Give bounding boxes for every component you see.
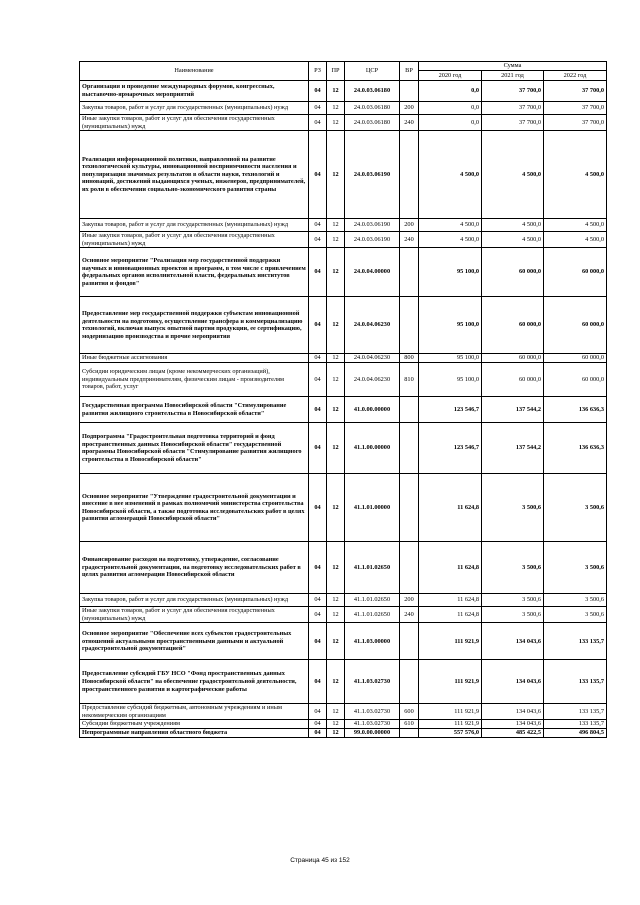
- cell-v2022: 496 804,5: [544, 728, 607, 737]
- table-row: [80, 720, 607, 729]
- cell-v2021: 60 000,0: [482, 354, 544, 363]
- cell-vr: [400, 81, 419, 102]
- cell-csr: 41.0.00.00000: [345, 397, 400, 423]
- cell-v2020: 95 100,0: [419, 354, 482, 363]
- cell-name: Подпрограмма "Градостроительная подготовка территорий и фонд пространственных данных Новосибирской области" государственной программы Новосибирской области "Стимулирование развития жилищного строительства в Новосибирской области": [80, 423, 309, 474]
- table-row: [80, 232, 607, 248]
- cell-name: Организация и проведение международных форумов, конгрессных, выставочно-ярмарочных мероприятий: [80, 81, 309, 102]
- cell-v2020: 95 100,0: [419, 297, 482, 354]
- cell-name: Закупка товаров, работ и услуг для государственных (муниципальных) нужд: [80, 594, 309, 607]
- cell-v2020: 4 500,0: [419, 219, 482, 232]
- cell-v2021: 37 700,0: [482, 115, 544, 131]
- cell-name: Субсидии бюджетным учреждениям: [80, 720, 309, 729]
- cell-v2020: 4 500,0: [419, 131, 482, 219]
- cell-name: Основное мероприятие "Утверждение градостроительной документации и внесение в нее изменений в рамках полномочий министерства строительства Новосибирской области, а также подготовка исследовательских работ в целях развития агломераций Новосибирской области": [80, 474, 309, 542]
- cell-name: Предоставление субсидий ГБУ НСО "Фонд пространственных данных Новосибирской области" на обеспечение градостроительной деятельности, пространственного развития и картографические работы: [80, 660, 309, 704]
- cell-vr: 200: [400, 219, 419, 232]
- cell-rz: 04: [309, 607, 327, 623]
- col-header-name: Наименование: [80, 62, 309, 81]
- col-header-vr: ВР: [400, 62, 419, 81]
- cell-pr: 12: [327, 660, 345, 704]
- table-row: [80, 660, 607, 704]
- cell-v2022: 3 500,6: [544, 607, 607, 623]
- cell-name: Закупка товаров, работ и услуг для государственных (муниципальных) нужд: [80, 219, 309, 232]
- cell-vr: 200: [400, 594, 419, 607]
- cell-v2020: 11 624,8: [419, 607, 482, 623]
- table-row: [80, 607, 607, 623]
- cell-v2022: 133 135,7: [544, 704, 607, 720]
- cell-v2020: 11 624,8: [419, 542, 482, 594]
- cell-pr: 12: [327, 354, 345, 363]
- cell-v2022: 3 500,6: [544, 542, 607, 594]
- cell-v2022: 133 135,7: [544, 660, 607, 704]
- col-header-rz: РЗ: [309, 62, 327, 81]
- table-row: [80, 594, 607, 607]
- cell-rz: 04: [309, 297, 327, 354]
- cell-v2021: 60 000,0: [482, 297, 544, 354]
- table-row: [80, 704, 607, 720]
- cell-v2021: 3 500,6: [482, 607, 544, 623]
- cell-name: Предоставление мер государственной поддержки субъектам инновационной деятельности на подготовку, осуществление трансфера и коммерциализацию технологий, включая выпуск опытной партии продукции, ее сертификацию, модернизацию производства и прочие мероприятия: [80, 297, 309, 354]
- table-row: [80, 542, 607, 594]
- cell-v2021: 134 043,6: [482, 623, 544, 660]
- cell-v2022: 4 500,0: [544, 131, 607, 219]
- cell-csr: 24.0.04.00000: [345, 248, 400, 297]
- cell-v2020: 557 576,0: [419, 728, 482, 737]
- cell-v2022: 136 636,3: [544, 397, 607, 423]
- cell-vr: 800: [400, 354, 419, 363]
- cell-csr: 41.1.03.02730: [345, 660, 400, 704]
- table-row: [80, 423, 607, 474]
- cell-pr: 12: [327, 397, 345, 423]
- cell-v2021: 137 544,2: [482, 397, 544, 423]
- cell-v2022: 37 700,0: [544, 102, 607, 115]
- cell-v2022: 3 500,6: [544, 474, 607, 542]
- table-row: [80, 474, 607, 542]
- cell-vr: [400, 131, 419, 219]
- table-row: [80, 728, 607, 737]
- table-row: [80, 354, 607, 363]
- cell-rz: 04: [309, 728, 327, 737]
- table-row: [80, 102, 607, 115]
- cell-v2022: 37 700,0: [544, 115, 607, 131]
- cell-rz: 04: [309, 115, 327, 131]
- cell-name: Предоставление субсидий бюджетным, автономным учреждениям и иным некоммерческим организациям: [80, 704, 309, 720]
- cell-v2022: 60 000,0: [544, 297, 607, 354]
- cell-v2022: 136 636,3: [544, 423, 607, 474]
- table-body: [80, 81, 607, 738]
- cell-v2021: 134 043,6: [482, 660, 544, 704]
- cell-v2021: 37 700,0: [482, 81, 544, 102]
- cell-v2020: 111 921,9: [419, 660, 482, 704]
- cell-rz: 04: [309, 474, 327, 542]
- cell-csr: 24.0.04.06230: [345, 354, 400, 363]
- cell-v2021: 134 043,6: [482, 720, 544, 729]
- table-row: [80, 297, 607, 354]
- cell-pr: 12: [327, 474, 345, 542]
- cell-rz: 04: [309, 423, 327, 474]
- table-row: [80, 81, 607, 102]
- cell-csr: 24.0.03.06180: [345, 81, 400, 102]
- cell-name: Реализация информационной политики, направленной на развитие технологической культуры, инновационной восприимчивости населения и популяризация значимых результатов в области науки, технологий и инноваций, достижений выдающихся ученых, инженеров, предпринимателей, их роли в обеспечении социально-экономического развития страны: [80, 131, 309, 219]
- cell-v2020: 111 921,9: [419, 704, 482, 720]
- cell-pr: 12: [327, 423, 345, 474]
- cell-v2020: 95 100,0: [419, 363, 482, 397]
- cell-v2022: 4 500,0: [544, 232, 607, 248]
- cell-name: Иные бюджетные ассигнования: [80, 354, 309, 363]
- cell-v2021: 60 000,0: [482, 363, 544, 397]
- cell-v2022: 133 135,7: [544, 623, 607, 660]
- cell-rz: 04: [309, 219, 327, 232]
- cell-vr: [400, 474, 419, 542]
- col-header-2021: 2021 год: [482, 71, 544, 81]
- table-row: [80, 219, 607, 232]
- table-row: [80, 115, 607, 131]
- cell-vr: 240: [400, 232, 419, 248]
- cell-v2020: 11 624,8: [419, 474, 482, 542]
- cell-pr: 12: [327, 219, 345, 232]
- cell-csr: 41.1.01.02650: [345, 607, 400, 623]
- cell-v2020: 95 100,0: [419, 248, 482, 297]
- cell-rz: 04: [309, 397, 327, 423]
- cell-name: Государственная программа Новосибирской области "Стимулирование развития жилищного строительства в Новосибирской области": [80, 397, 309, 423]
- cell-v2021: 134 043,6: [482, 704, 544, 720]
- cell-csr: 41.1.03.02730: [345, 720, 400, 729]
- cell-v2022: 60 000,0: [544, 248, 607, 297]
- cell-csr: 41.1.01.02650: [345, 594, 400, 607]
- cell-v2021: 3 500,6: [482, 474, 544, 542]
- cell-csr: 24.0.03.06180: [345, 115, 400, 131]
- cell-pr: 12: [327, 131, 345, 219]
- table-row: [80, 363, 607, 397]
- cell-vr: [400, 397, 419, 423]
- table-row: [80, 623, 607, 660]
- cell-pr: 12: [327, 102, 345, 115]
- cell-pr: 12: [327, 81, 345, 102]
- cell-v2022: 37 700,0: [544, 81, 607, 102]
- cell-name: Основное мероприятие "Реализация мер государственной поддержки научных и инновационных проектов и программ, в том числе с привлечением федеральных органов исполнительной власти, федеральных институтов развития и фондов": [80, 248, 309, 297]
- cell-v2020: 111 921,9: [419, 623, 482, 660]
- cell-csr: 41.1.00.00000: [345, 423, 400, 474]
- cell-v2020: 0,0: [419, 102, 482, 115]
- cell-name: Иные закупки товаров, работ и услуг для обеспечения государственных (муниципальных) нужд: [80, 607, 309, 623]
- page-number: Страница 45 из 152: [290, 857, 350, 864]
- cell-pr: 12: [327, 607, 345, 623]
- cell-v2020: 123 546,7: [419, 397, 482, 423]
- cell-vr: [400, 660, 419, 704]
- table-row: [80, 131, 607, 219]
- cell-pr: 12: [327, 248, 345, 297]
- cell-csr: 41.1.03.00000: [345, 623, 400, 660]
- cell-pr: 12: [327, 297, 345, 354]
- cell-v2022: 133 135,7: [544, 720, 607, 729]
- cell-pr: 12: [327, 232, 345, 248]
- cell-csr: 41.1.01.00000: [345, 474, 400, 542]
- cell-csr: 99.0.00.00000: [345, 728, 400, 737]
- budget-table: [79, 61, 607, 738]
- cell-pr: 12: [327, 728, 345, 737]
- cell-rz: 04: [309, 363, 327, 397]
- cell-name: Иные закупки товаров, работ и услуг для обеспечения государственных (муниципальных) нужд: [80, 232, 309, 248]
- cell-name: Закупка товаров, работ и услуг для государственных (муниципальных) нужд: [80, 102, 309, 115]
- cell-v2022: 60 000,0: [544, 363, 607, 397]
- cell-name: Финансирование расходов на подготовку, утверждение, согласование градостроительной документации, на подготовку исследовательских работ в целях развития агломерации Новосибирской области: [80, 542, 309, 594]
- cell-csr: 41.1.01.02650: [345, 542, 400, 594]
- cell-rz: 04: [309, 623, 327, 660]
- cell-name: Основное мероприятие "Обеспечение всех субъектов градостроительных отношений актуальными пространственными данными и актуальной градостроительной документацией": [80, 623, 309, 660]
- cell-rz: 04: [309, 81, 327, 102]
- cell-v2020: 11 624,8: [419, 594, 482, 607]
- cell-v2021: 4 500,0: [482, 232, 544, 248]
- cell-vr: [400, 728, 419, 737]
- cell-pr: 12: [327, 623, 345, 660]
- cell-v2021: 3 500,6: [482, 542, 544, 594]
- col-header-2022: 2022 год: [544, 71, 607, 81]
- cell-v2021: 485 422,5: [482, 728, 544, 737]
- cell-csr: 24.0.03.06180: [345, 102, 400, 115]
- cell-csr: 24.0.04.06230: [345, 363, 400, 397]
- cell-vr: [400, 248, 419, 297]
- cell-v2021: 37 700,0: [482, 102, 544, 115]
- cell-v2020: 4 500,0: [419, 232, 482, 248]
- cell-rz: 04: [309, 660, 327, 704]
- cell-csr: 24.0.04.06230: [345, 297, 400, 354]
- cell-v2020: 0,0: [419, 81, 482, 102]
- cell-pr: 12: [327, 363, 345, 397]
- col-header-csr: ЦСР: [345, 62, 400, 81]
- col-header-2020: 2020 год: [419, 71, 482, 81]
- cell-rz: 04: [309, 542, 327, 594]
- cell-rz: 04: [309, 232, 327, 248]
- cell-vr: 810: [400, 363, 419, 397]
- cell-csr: 24.0.03.06190: [345, 232, 400, 248]
- table-row: [80, 397, 607, 423]
- cell-v2022: 4 500,0: [544, 219, 607, 232]
- col-header-pr: ПР: [327, 62, 345, 81]
- cell-pr: 12: [327, 542, 345, 594]
- cell-rz: 04: [309, 131, 327, 219]
- cell-v2020: 0,0: [419, 115, 482, 131]
- cell-vr: [400, 297, 419, 354]
- cell-rz: 04: [309, 102, 327, 115]
- cell-rz: 04: [309, 248, 327, 297]
- col-header-sum: Сумма: [419, 62, 607, 71]
- cell-v2021: 3 500,6: [482, 594, 544, 607]
- cell-vr: [400, 623, 419, 660]
- cell-v2020: 123 546,7: [419, 423, 482, 474]
- table-row: [80, 248, 607, 297]
- cell-v2020: 111 921,9: [419, 720, 482, 729]
- cell-name: Иные закупки товаров, работ и услуг для обеспечения государственных (муниципальных) нужд: [80, 115, 309, 131]
- cell-csr: 24.0.03.06190: [345, 219, 400, 232]
- cell-v2021: 60 000,0: [482, 248, 544, 297]
- cell-vr: [400, 423, 419, 474]
- cell-pr: 12: [327, 720, 345, 729]
- cell-v2022: 60 000,0: [544, 354, 607, 363]
- cell-v2022: 3 500,6: [544, 594, 607, 607]
- cell-v2021: 137 544,2: [482, 423, 544, 474]
- cell-csr: 41.1.03.02730: [345, 704, 400, 720]
- cell-v2021: 4 500,0: [482, 219, 544, 232]
- cell-vr: 200: [400, 102, 419, 115]
- cell-vr: 610: [400, 720, 419, 729]
- cell-pr: 12: [327, 115, 345, 131]
- cell-pr: 12: [327, 594, 345, 607]
- cell-vr: 240: [400, 607, 419, 623]
- cell-name: Субсидии юридическим лицам (кроме некоммерческих организаций), индивидуальным предпринимателям, физическим лицам - производителям товаров, работ, услуг: [80, 363, 309, 397]
- cell-csr: 24.0.03.06190: [345, 131, 400, 219]
- cell-v2021: 4 500,0: [482, 131, 544, 219]
- cell-vr: [400, 542, 419, 594]
- cell-rz: 04: [309, 704, 327, 720]
- cell-rz: 04: [309, 354, 327, 363]
- cell-rz: 04: [309, 720, 327, 729]
- cell-vr: 240: [400, 115, 419, 131]
- cell-rz: 04: [309, 594, 327, 607]
- cell-vr: 600: [400, 704, 419, 720]
- cell-name: Непрограммные направления областного бюджета: [80, 728, 309, 737]
- cell-pr: 12: [327, 704, 345, 720]
